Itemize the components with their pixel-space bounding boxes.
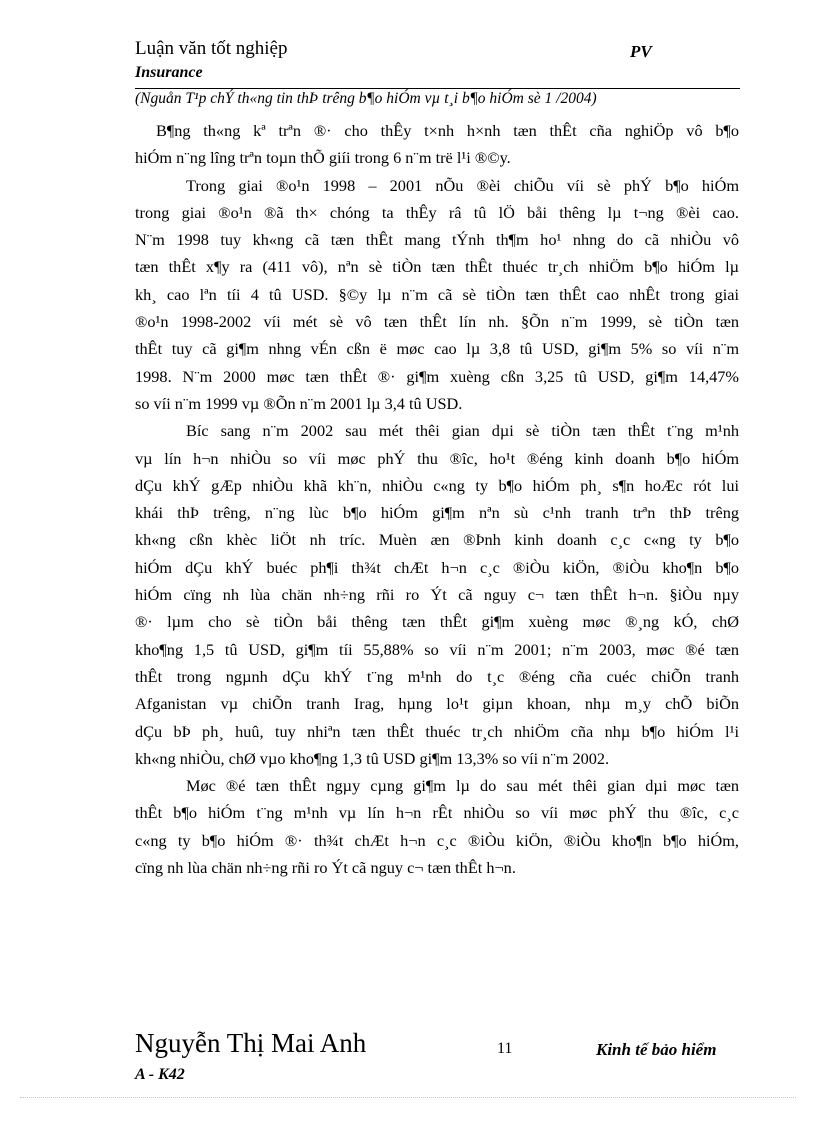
page-number: 11 [497, 1040, 513, 1057]
text-line: Bíc sang n¨m 2002 sau mét thêi gian dµi sè tiÒn tæn thÊt t¨ng m¹nh [186, 421, 739, 441]
text-line: ®o¹n 1998-2002 víi mét sè vô tæn thÊt lín nh. §Õn n¨m 1999, sè tiÒn tæn [135, 312, 739, 332]
text-line: c«ng ty b¶o hiÓm ®· th¾t chÆt h¬n c¸c ®iÒu kiÖn, ®iÒu kho¶n b¶o hiÓm, [135, 830, 739, 850]
text-line: Afganistan vµ chiÕn tranh Irag, hµng lo¹t giµn khoan, nhµ m¸y chÕ biÕn [135, 694, 739, 714]
text-line: 1998. N¨m 2000 møc tæn thÊt ®· gi¶m xuèng cßn 3,25 tû USD, gi¶m 14,47% [135, 366, 739, 386]
text-line: vµ lín h¬n nhiÒu so víi møc phÝ thu ®îc, ho¹t ®éng kinh doanh b¶o hiÓm [135, 448, 739, 468]
text-line: kh«ng cßn khèc liÖt nh tríc. Muèn æn ®Þnh kinh doanh c¸c c«ng ty b¶o [135, 530, 739, 550]
text-line: kh¸ cao lªn tíi 4 tû USD. §©y lµ n¨m cã sè tiÒn tæn thÊt cao nhÊt trong giai [135, 284, 739, 304]
text-line: hiÓm cïng nh lùa chän nh÷ng rñi ro Ýt cã nguy c¬ tæn thÊt h¬n. §iÒu nµy [135, 585, 739, 605]
text-line: hiÓm dÇu khÝ buéc ph¶i th¾t chÆt h¬n c¸c ®iÒu kiÖn, ®iÒu kho¶n b¶o [135, 557, 739, 577]
text-line: dÇu bÞ ph¸ huû, tuy nhiªn tæn thÊt thuéc tr¸ch nhiÖm cña nhµ b¶o hiÓm l¹i [135, 721, 739, 741]
text-line: tæn thÊt x¶y ra (411 vô), nªn sè tiÒn tæn thÊt thuéc tr¸ch nhiÖm b¶o hiÓm lµ [135, 257, 739, 277]
text-line: cïng nh lùa chän nh÷ng rñi ro Ýt cã nguy c¬ tæn thÊt h¬n. [135, 858, 516, 878]
text-line: thÊt b¶o hiÓm t¨ng m¹nh vµ lín h¬n rÊt nhiÒu so víi møc phÝ thu ®îc, c¸c [135, 803, 739, 823]
text-line: hiÓm n¨ng lîng trªn toµn thÕ giíi trong 6 n¨m trë l¹i ®©y. [135, 148, 511, 168]
text-line: kho¶ng 1,5 tû USD, gi¶m tíi 55,88% so víi n¨m 2001; n¨m 2003, møc ®é tæn [135, 639, 739, 659]
text-line: so víi n¨m 1999 vµ ®Õn n¨m 2001 lµ 3,4 tû USD. [135, 393, 463, 413]
text-line: khái thÞ trêng, n¨ng lùc b¶o hiÓm gi¶m nªn sù c¹nh tranh trªn thÞ trêng [135, 503, 739, 523]
header-subtitle: Insurance [135, 64, 203, 81]
header-divider [135, 88, 740, 89]
text-line: thÊt trong ngµnh dÇu khÝ t¨ng m¹nh do t¸c ®éng cña cuéc chiÕn tranh [135, 666, 739, 686]
text-line: N¨m 1998 tuy kh«ng cã tæn thÊt mang tÝnh th¶m ho¹ nhng do cã nhiÒu vô [135, 230, 739, 250]
header-pv-label: PV [630, 42, 652, 61]
footer-author: Nguyễn Thị Mai Anh [135, 1028, 367, 1058]
header-title: Luận văn tốt nghiệp [135, 38, 288, 59]
source-note: (Nguån T¹p chÝ th«ng tin thÞ trêng b¶o hiÓm vµ t¸i b¶o hiÓm sè 1 /2004) [135, 90, 597, 107]
text-line: Trong giai ®o¹n 1998 – 2001 nÕu ®èi chiÕu víi sè phÝ b¶o hiÓm [186, 175, 739, 195]
footer-department: Kinh tế bảo hiểm [596, 1040, 717, 1059]
text-line: dÇu khÝ gÆp nhiÒu khã kh¨n, nhiÒu c«ng ty b¶o hiÓm ph¸ s¶n hoÆc rót lui [135, 475, 739, 495]
text-line: thÊt tuy cã gi¶m nhng vÉn cßn ë møc cao lµ 3,8 tû USD, gi¶m 5% so víi n¨m [135, 339, 739, 359]
text-line: B¶ng th«ng kª trªn ®· cho thÊy t×nh h×nh tæn thÊt cña nghiÖp vô b¶o [156, 121, 739, 140]
text-line: Møc ®é tæn thÊt ngµy cµng gi¶m lµ do sau mét thêi gian dµi møc tæn [186, 776, 739, 796]
footer-class-label: A - K42 [135, 1066, 185, 1083]
text-line: trong giai ®o¹n ®ã th× chóng ta thÊy râ tû lÖ båi thêng lµ t¬ng ®èi cao. [135, 202, 739, 222]
text-line: kh«ng nhiÒu, chØ vµo kho¶ng 1,3 tû USD gi¶m 13,3% so víi n¨m 2002. [135, 748, 610, 768]
footer-divider [20, 1097, 796, 1098]
body-text [135, 117, 739, 881]
text-line: ®· lµm cho sè tiÒn båi thêng tæn thÊt gi¶m xuèng møc ®¸ng kÓ, chØ [135, 612, 739, 632]
